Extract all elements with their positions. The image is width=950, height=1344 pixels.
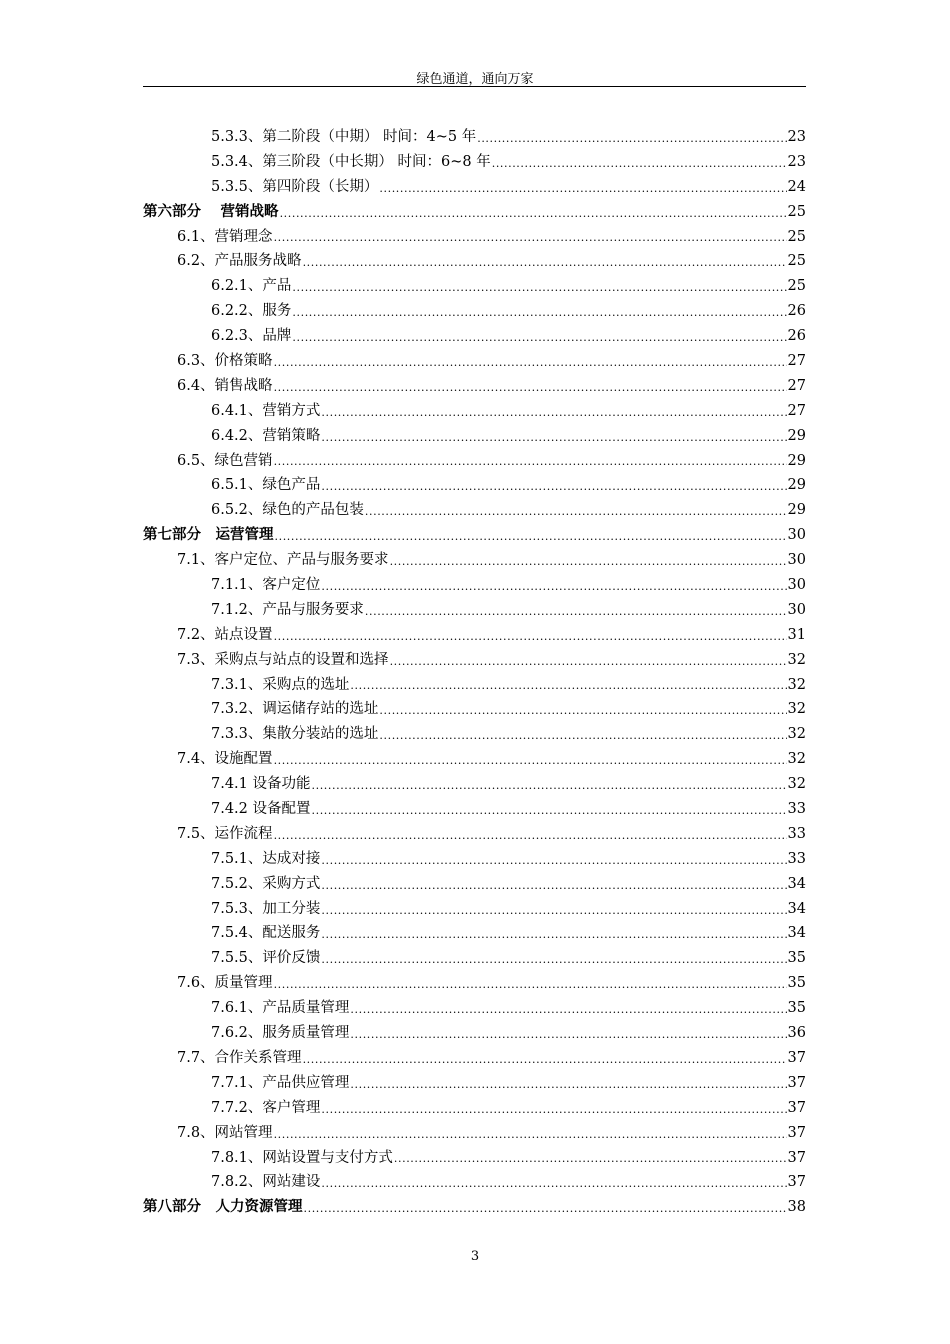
toc-entry-label: 5.3.4、第三阶段（中长期） 时间：6~8 年 <box>211 153 491 170</box>
toc-entry-page: 33 <box>787 825 806 842</box>
toc-entry-page: 34 <box>787 900 806 917</box>
toc-entry-label: 7.6、质量管理 <box>177 975 273 992</box>
toc-entry-label: 7.1、客户定位、产品与服务要求 <box>177 552 389 569</box>
toc-entry-page: 34 <box>787 875 806 892</box>
toc-dot-leader <box>321 850 786 872</box>
toc-dot-leader <box>321 924 786 946</box>
toc-entry-label: 7.1.1、客户定位 <box>211 577 321 594</box>
toc-entry-label: 7.4.1 设备功能 <box>211 776 311 793</box>
toc-entry[interactable] <box>143 1071 806 1096</box>
toc-dot-leader <box>321 875 786 897</box>
toc-entry-label: 7.8、网站管理 <box>177 1124 273 1141</box>
toc-entry-label: 6.5、绿色营销 <box>177 452 273 469</box>
toc-dot-leader <box>477 128 786 150</box>
toc-entry[interactable] <box>143 573 806 598</box>
toc-entry-page: 33 <box>787 850 806 867</box>
toc-entry-label: 第七部分 运营管理 <box>143 526 274 544</box>
toc-entry-page: 32 <box>787 726 806 743</box>
toc-dot-leader <box>321 949 786 971</box>
toc-entry[interactable] <box>143 822 806 847</box>
toc-entry-page: 37 <box>787 1149 806 1166</box>
page-header-title: 绿色通道，通向万家 <box>416 72 534 87</box>
toc-dot-leader <box>350 1024 786 1046</box>
toc-entry[interactable] <box>143 473 806 498</box>
toc-entry-label: 6.4.2、营销策略 <box>211 427 321 444</box>
toc-entry-label: 7.5、运作流程 <box>177 825 273 842</box>
toc-entry[interactable] <box>143 399 806 424</box>
toc-entry-label: 7.5.2、采购方式 <box>211 875 321 892</box>
toc-dot-leader <box>292 277 786 299</box>
toc-dot-leader <box>492 153 787 175</box>
toc-entry[interactable] <box>143 673 806 698</box>
toc-entry-page: 30 <box>787 601 806 618</box>
toc-entry-label: 6.3、价格策略 <box>177 353 273 369</box>
table-of-contents <box>143 125 806 1220</box>
toc-entry-label: 6.5.1、绿色产品 <box>211 477 321 494</box>
toc-dot-leader <box>274 750 787 772</box>
toc-dot-leader <box>350 675 786 697</box>
toc-entry-page: 37 <box>787 1049 806 1066</box>
toc-dot-leader <box>321 402 786 424</box>
toc-dot-leader <box>321 476 786 498</box>
toc-entry[interactable] <box>143 498 806 523</box>
toc-entry[interactable] <box>143 1146 806 1171</box>
toc-entry[interactable] <box>143 1021 806 1046</box>
toc-dot-leader <box>379 178 786 200</box>
toc-entry[interactable] <box>143 946 806 971</box>
toc-entry-label: 7.5.3、加工分装 <box>211 900 321 917</box>
toc-entry-page: 30 <box>787 527 806 544</box>
toc-entry-page: 35 <box>787 1000 806 1017</box>
toc-entry-page: 29 <box>787 502 806 519</box>
toc-entry-label: 7.2、站点设置 <box>177 626 273 643</box>
toc-entry-page: 31 <box>787 626 806 643</box>
toc-dot-leader <box>280 203 787 225</box>
toc-entry-label: 6.2.2、服务 <box>211 303 292 320</box>
toc-entry-label: 7.3.3、集散分装站的选址 <box>211 726 379 743</box>
toc-dot-leader <box>365 501 787 523</box>
toc-entry[interactable] <box>143 1121 806 1146</box>
toc-entry-page: 23 <box>787 128 806 145</box>
toc-entry-label: 6.4、销售战略 <box>177 377 273 394</box>
header-divider <box>143 86 806 87</box>
toc-dot-leader <box>275 526 787 548</box>
toc-entry[interactable] <box>143 1096 806 1121</box>
toc-entry-label: 5.3.3、第二阶段（中期） 时间：4~5 年 <box>211 128 477 145</box>
toc-entry-page: 29 <box>787 452 806 469</box>
toc-entry[interactable] <box>143 1170 806 1195</box>
toc-dot-leader <box>303 1049 787 1071</box>
toc-entry-page: 29 <box>787 427 806 444</box>
toc-entry-page: 25 <box>787 253 806 270</box>
toc-dot-leader <box>379 700 786 722</box>
toc-entry[interactable] <box>143 922 806 947</box>
toc-entry-label: 第六部分 营销战略 <box>143 202 279 220</box>
toc-dot-leader <box>390 651 787 673</box>
toc-entry-label: 5.3.5、第四阶段（长期） <box>211 178 379 195</box>
toc-entry-page: 30 <box>787 577 806 594</box>
toc-entry[interactable] <box>143 897 806 922</box>
toc-entry-label: 7.3、采购点与站点的设置和选择 <box>177 651 389 668</box>
toc-entry-label: 7.6.2、服务质量管理 <box>211 1025 350 1042</box>
toc-entry-label: 6.2、产品服务战略 <box>177 253 302 270</box>
toc-entry[interactable] <box>143 374 806 399</box>
toc-entry[interactable] <box>143 125 806 150</box>
toc-entry[interactable] <box>143 847 806 872</box>
toc-entry-page: 32 <box>787 751 806 768</box>
toc-dot-leader <box>321 427 786 449</box>
toc-entry-page: 33 <box>787 801 806 818</box>
toc-entry-page: 34 <box>787 925 806 942</box>
toc-entry-label: 7.7.1、产品供应管理 <box>211 1074 350 1091</box>
toc-entry-page: 32 <box>787 651 806 668</box>
toc-entry-label: 7.6.1、产品质量管理 <box>211 1000 350 1017</box>
toc-entry-label: 7.3.2、调运储存站的选址 <box>211 701 379 718</box>
toc-dot-leader <box>304 1198 787 1220</box>
toc-entry[interactable] <box>143 971 806 996</box>
toc-entry-page: 35 <box>787 975 806 992</box>
toc-entry-page: 29 <box>787 477 806 494</box>
toc-entry-label: 6.2.1、产品 <box>211 278 292 295</box>
toc-dot-leader <box>321 1099 786 1121</box>
toc-entry-label: 6.1、营销理念 <box>177 228 273 245</box>
toc-entry[interactable] <box>143 249 806 274</box>
page-number: 3 <box>470 1249 480 1264</box>
toc-entry-label: 第八部分 人力资源管理 <box>143 1198 303 1216</box>
toc-entry[interactable] <box>143 150 806 175</box>
toc-entry-page: 26 <box>787 328 806 345</box>
toc-entry[interactable] <box>143 449 806 474</box>
toc-entry[interactable] <box>143 996 806 1021</box>
toc-dot-leader <box>321 1173 786 1195</box>
toc-dot-leader <box>274 377 787 399</box>
toc-entry[interactable] <box>143 623 806 648</box>
toc-entry-label: 7.7.2、客户管理 <box>211 1099 321 1116</box>
toc-entry-label: 6.2.3、品牌 <box>211 328 292 345</box>
toc-entry[interactable] <box>143 200 806 225</box>
toc-entry[interactable] <box>143 299 806 324</box>
toc-entry[interactable] <box>143 424 806 449</box>
toc-entry-page: 32 <box>787 676 806 693</box>
toc-entry-page: 27 <box>787 353 806 369</box>
toc-entry-page: 37 <box>787 1074 806 1091</box>
toc-entry-page: 27 <box>787 402 806 419</box>
toc-entry-page: 25 <box>787 203 806 220</box>
toc-entry[interactable] <box>143 548 806 573</box>
toc-entry-label: 7.5.5、评价反馈 <box>211 950 321 967</box>
toc-entry[interactable] <box>143 523 806 548</box>
toc-dot-leader <box>274 352 787 374</box>
toc-entry[interactable] <box>143 324 806 349</box>
toc-dot-leader <box>379 725 786 747</box>
toc-entry[interactable] <box>143 797 806 822</box>
toc-entry-label: 7.8.2、网站建设 <box>211 1174 321 1191</box>
toc-entry-page: 36 <box>787 1025 806 1042</box>
toc-entry-page: 37 <box>787 1174 806 1191</box>
toc-entry[interactable] <box>143 722 806 747</box>
toc-entry-label: 7.7、合作关系管理 <box>177 1049 302 1066</box>
toc-dot-leader <box>365 601 787 623</box>
toc-dot-leader <box>303 252 787 274</box>
toc-entry-page: 30 <box>787 552 806 569</box>
toc-entry-page: 38 <box>787 1199 806 1216</box>
toc-entry-label: 7.4、设施配置 <box>177 751 273 768</box>
toc-dot-leader <box>274 825 787 847</box>
toc-entry[interactable] <box>143 1195 806 1220</box>
toc-entry-page: 32 <box>787 701 806 718</box>
toc-entry[interactable] <box>143 772 806 797</box>
toc-entry-page: 37 <box>787 1124 806 1141</box>
toc-entry-label: 7.5.1、达成对接 <box>211 850 321 867</box>
toc-dot-leader <box>292 302 786 324</box>
toc-entry-label: 7.5.4、配送服务 <box>211 925 321 942</box>
toc-dot-leader <box>321 900 786 922</box>
toc-dot-leader <box>394 1148 787 1170</box>
toc-dot-leader <box>292 327 786 349</box>
toc-dot-leader <box>274 1124 787 1146</box>
toc-dot-leader <box>350 1074 786 1096</box>
toc-entry[interactable] <box>143 1046 806 1071</box>
toc-entry-page: 37 <box>787 1099 806 1116</box>
toc-entry-page: 35 <box>787 950 806 967</box>
toc-dot-leader <box>321 576 786 598</box>
toc-entry[interactable] <box>143 274 806 299</box>
toc-dot-leader <box>274 626 787 648</box>
toc-entry[interactable] <box>143 349 806 374</box>
toc-dot-leader <box>274 227 787 249</box>
toc-entry[interactable] <box>143 872 806 897</box>
toc-entry-page: 25 <box>787 278 806 295</box>
toc-dot-leader <box>312 800 787 822</box>
toc-entry-label: 7.1.2、产品与服务要求 <box>211 601 364 618</box>
toc-dot-leader <box>274 974 787 996</box>
toc-entry[interactable] <box>143 175 806 200</box>
toc-entry[interactable] <box>143 225 806 250</box>
toc-entry-page: 25 <box>787 228 806 245</box>
toc-dot-leader <box>274 451 787 473</box>
toc-entry-label: 6.5.2、绿色的产品包装 <box>211 502 364 519</box>
toc-entry-label: 7.8.1、网站设置与支付方式 <box>211 1149 393 1166</box>
toc-entry[interactable] <box>143 747 806 772</box>
toc-dot-leader <box>390 551 787 573</box>
toc-entry-page: 27 <box>787 377 806 394</box>
toc-dot-leader <box>350 999 786 1021</box>
toc-entry[interactable] <box>143 648 806 673</box>
toc-entry[interactable] <box>143 598 806 623</box>
toc-entry-page: 32 <box>787 776 806 793</box>
toc-entry-page: 26 <box>787 303 806 320</box>
toc-entry-page: 23 <box>787 153 806 170</box>
toc-entry-label: 6.4.1、营销方式 <box>211 402 321 419</box>
toc-entry-page: 24 <box>787 178 806 195</box>
toc-entry-label: 7.4.2 设备配置 <box>211 801 311 818</box>
toc-entry[interactable] <box>143 697 806 722</box>
toc-dot-leader <box>312 775 787 797</box>
toc-entry-label: 7.3.1、采购点的选址 <box>211 676 350 693</box>
